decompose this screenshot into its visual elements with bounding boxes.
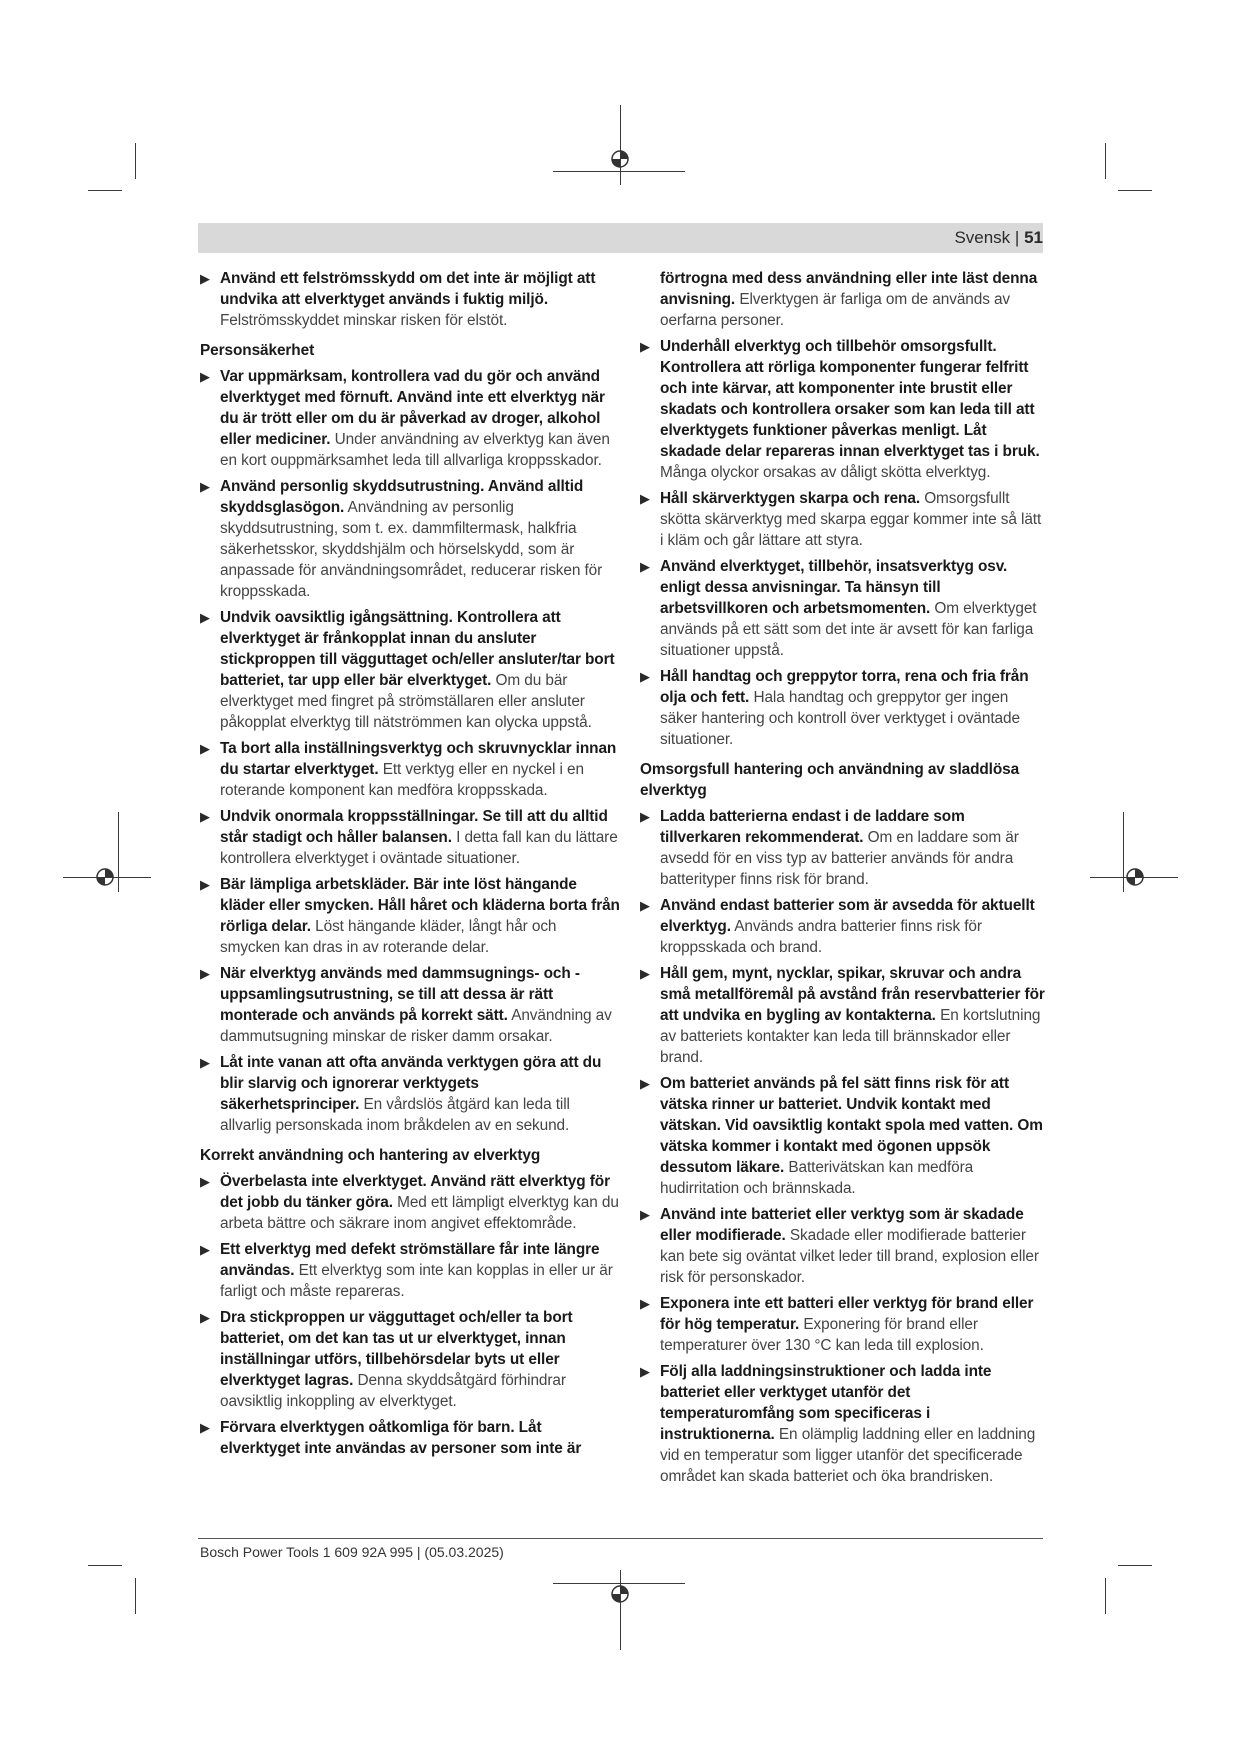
item-normal-text: Om en laddare som är avsedd för en viss typ av batterier används för andra batterityper finns risk för brand. <box>660 829 1019 888</box>
list-item: ▶ Använd ett felströmsskydd om det inte är möjligt att undvika att elverktyget används i fuktig miljö. Felströmsskyddet minskar risken för elstöt. <box>200 270 596 329</box>
item-normal-text: Omsorgsfullt skötta skärverktyg med skarpa eggar kommer inte så lätt i kläm och går lättare att styra. <box>660 490 1042 549</box>
continued-text: förtrogna med dess användning eller inte läst denna anvisning. Elverktygen är farliga om de används av oerfarna personer. <box>660 270 1038 329</box>
item-bold-text: Använd inte batteriet eller verktyg som är skadade eller modifierade. <box>660 1206 1024 1244</box>
bullet-triangle-icon: ▶ <box>200 369 210 384</box>
item-normal-text: Denna skyddsåtgärd förhindrar oavsiktlig inkoppling av elverktyget. <box>220 1372 566 1410</box>
bullet-triangle-icon: ▶ <box>200 1174 210 1189</box>
crop-mark <box>88 190 122 191</box>
list-item <box>640 1293 1045 1356</box>
bullet-triangle-icon: ▶ <box>640 1207 650 1222</box>
list-item <box>640 963 1045 1068</box>
list-item <box>200 1307 620 1412</box>
item-bold-text: Håll handtag och greppytor torra, rena och fria från olja och fett. <box>660 668 1029 706</box>
personal-safety-list <box>200 366 620 1136</box>
bullet-triangle-icon: ▶ <box>200 966 210 981</box>
item-normal-text: Många olyckor orsakas av dåligt skötta elverktyg. <box>660 464 991 481</box>
bullet-triangle-icon: ▶ <box>640 491 650 506</box>
left-column <box>200 268 620 1464</box>
item-bold-text: Om batteriet används på fel sätt finns risk för att vätska rinner ur batteriet. Undvik kontakt med vätskan. Vid oavsiktlig kontakt spola med vatten. Om vätska kommer i kontakt med ögonen uppsök dessutom läkare. <box>660 1075 1043 1176</box>
item-bold-text: Var uppmärksam, kontrollera vad du gör och använd elverktyget med förnuft. Använd inte ett elverktyg när du är trött eller om du är påverkad av droger, alkohol eller mediciner. <box>220 368 605 448</box>
header-separator: | <box>1014 228 1020 247</box>
crop-mark <box>135 143 136 179</box>
item-bold-text: Undvik onormala kroppsställningar. Se till att du alltid står stadigt och håller balansen. <box>220 808 608 846</box>
bullet-triangle-icon: ▶ <box>640 339 650 354</box>
bullet-triangle-icon: ▶ <box>640 809 650 824</box>
item-bold-text: Håll gem, mynt, nycklar, spikar, skruvar och andra små metallföremål på avstånd från reservbatterier för att undvika en bygling av kontakterna. <box>660 965 1045 1024</box>
item-bold-text: Överbelasta inte elverktyget. Använd rätt elverktyg för det jobb du tänker göra. <box>220 1173 610 1211</box>
correct-use-list <box>200 1171 620 1459</box>
item-normal-text: Löst hängande kläder, långt hår och smycken kan dras in av roterande delar. <box>220 918 557 956</box>
section-heading: Personsäkerhet <box>200 342 315 359</box>
item-normal-text: Om elverktyget används på ett sätt som det inte är avsett för kan farliga situationer uppstå. <box>660 600 1037 659</box>
bullet-triangle-icon: ▶ <box>200 877 210 892</box>
list-item <box>200 806 620 869</box>
crop-mark <box>1105 143 1106 179</box>
item-normal-text: En kortslutning av batteriets kontakter kan leda till brännskador eller brand. <box>660 1007 1041 1066</box>
page-header <box>954 228 1043 248</box>
item-bold-text: Underhåll elverktyg och tillbehör omsorgsfullt. Kontrollera att rörliga komponenter fungerar felfritt och inte kärvar, att komponenter inte brustit eller skadats och kontrollera orsaker som kan leda till att elverktygets funktioner påverkas menligt. Låt skadade delar repareras innan elverktyget tas i bruk. <box>660 338 1040 460</box>
registration-target-icon <box>609 148 631 170</box>
item-normal-text: En olämplig laddning eller en laddning vid en temperatur som ligger utanför det specificerade området kan skada batteriet och öka brandrisken. <box>660 1426 1036 1485</box>
list-item <box>640 336 1045 483</box>
item-bold-text: Ett elverktyg med defekt strömställare får inte längre användas. <box>220 1241 600 1279</box>
item-bold-text: Förvara elverktygen oåtkomliga för barn. Låt elverktyget inte användas av personer som inte är <box>220 1419 582 1457</box>
list-item <box>640 488 1045 551</box>
item-bold-text: Bär lämpliga arbetskläder. Bär inte löst hängande kläder eller smycken. Håll håret och kläderna borta från rörliga delar. <box>220 876 620 935</box>
bullet-triangle-icon: ▶ <box>200 741 210 756</box>
bullet-triangle-icon: ▶ <box>640 1076 650 1091</box>
item-bold-text: Exponera inte ett batteri eller verktyg för brand eller för hög temperatur. <box>660 1295 1034 1333</box>
bullet-triangle-icon: ▶ <box>200 809 210 824</box>
crop-mark <box>88 1565 122 1566</box>
list-item <box>640 1361 1045 1487</box>
crop-mark <box>135 1578 136 1614</box>
section-heading: Korrekt användning och hantering av elverktyg <box>200 1147 541 1164</box>
list-item <box>200 607 620 733</box>
registration-target-icon <box>609 1583 631 1605</box>
bullet-triangle-icon: ▶ <box>640 1296 650 1311</box>
footer-rule <box>198 1538 1043 1539</box>
item-bold-text: Använd elverktyget, tillbehör, insatsverktyg osv. enligt dessa anvisningar. Ta hänsyn till arbetsvillkoren och arbetsmomenten. <box>660 558 1008 617</box>
list-item <box>640 556 1045 661</box>
list-item <box>200 874 620 958</box>
list-item <box>200 1417 620 1459</box>
registration-line <box>620 105 621 185</box>
battery-safety-list <box>640 806 1045 1487</box>
list-item <box>640 666 1045 750</box>
bullet-triangle-icon: ▶ <box>200 610 210 625</box>
item-bold-text: Undvik oavsiktlig igångsättning. Kontrollera att elverktyget är frånkopplat innan du ansluter stickproppen till vägguttaget och/eller ansluter/tar bort batteriet, tar upp eller bär elverktyget. <box>220 609 615 689</box>
header-band <box>198 223 1043 253</box>
bullet-triangle-icon: ▶ <box>640 966 650 981</box>
item-normal-text: I detta fall kan du lättare kontrollera elverktyget i oväntade situationer. <box>220 829 618 867</box>
list-item <box>200 1239 620 1302</box>
item-bold-text: Dra stickproppen ur vägguttaget och/eller ta bort batteriet, om det kan tas ut ur elverktyget, innan inställningar utförs, tillbehörsdelar byts ut eller elverktyget lagras. <box>220 1309 573 1389</box>
list-item <box>200 1171 620 1234</box>
item-bold-text: Följ alla laddningsinstruktioner och ladda inte batteriet eller verktyget utanför det temperaturomfång som specificeras i instruktionerna. <box>660 1363 992 1443</box>
bullet-triangle-icon: ▶ <box>200 271 210 286</box>
bullet-triangle-icon: ▶ <box>200 1420 210 1435</box>
section-heading: Omsorgsfull hantering och användning av sladdlösa elverktyg <box>640 761 1020 799</box>
item-normal-text: Om du bär elverktyget med fingret på strömställaren eller ansluter påkopplat elverktyg till nätströmmen kan olycka uppstå. <box>220 672 592 731</box>
list-item <box>200 1052 620 1136</box>
crop-mark <box>1105 1578 1106 1614</box>
item-normal-text: Med ett lämpligt elverktyg kan du arbeta bättre och säkrare inom angivet effektområde. <box>220 1194 619 1232</box>
item-normal-text: Batterivätskan kan medföra hudirritation och brännskada. <box>660 1159 974 1197</box>
item-normal-text: Hala handtag och greppytor ger ingen säker hantering och kontroll över verktyget i oväntade situationer. <box>660 689 1020 748</box>
list-item <box>200 738 620 801</box>
list-item <box>640 895 1045 958</box>
item-normal-text: Exponering för brand eller temperaturer över 130 °C kan leda till explosion. <box>660 1316 984 1354</box>
item-normal-text: Används andra batterier finns risk för kroppsskada och brand. <box>660 918 982 956</box>
list-item <box>200 963 620 1047</box>
item-normal-text: Ett elverktyg som inte kan kopplas in eller ur är farligt och måste repareras. <box>220 1262 613 1300</box>
page-number: 51 <box>1024 228 1043 247</box>
right-column <box>640 268 1045 1492</box>
item-bold-text: Håll skärverktygen skarpa och rena. <box>660 490 920 507</box>
registration-target-icon <box>94 866 116 888</box>
item-bold-text: Ladda batterierna endast i de laddare som tillverkaren rekommenderat. <box>660 808 965 846</box>
item-bold-text: Ta bort alla inställningsverktyg och skruvnycklar innan du startar elverktyget. <box>220 740 617 778</box>
list-item <box>640 1204 1045 1288</box>
bullet-triangle-icon: ▶ <box>640 559 650 574</box>
item-bold-text: Använd personlig skyddsutrustning. Använd alltid skyddsglasögon. <box>220 478 584 516</box>
item-bold-text: När elverktyg används med dammsugnings- och -uppsamlingsutrustning, se till att dessa är rätt monterade och används på korrekt sätt. <box>220 965 580 1024</box>
registration-target-icon <box>1124 866 1146 888</box>
item-normal-text: Användning av dammutsugning minskar de risker damm orsakar. <box>220 1007 612 1045</box>
list-item <box>640 806 1045 890</box>
registration-line <box>553 171 685 172</box>
bullet-triangle-icon: ▶ <box>200 1055 210 1070</box>
crop-mark <box>1118 190 1152 191</box>
maintenance-list <box>640 336 1045 750</box>
list-item <box>200 366 620 471</box>
item-normal-text: En vårdslös åtgärd kan leda till allvarlig personskada inom bråkdelen av en sekund. <box>220 1096 570 1134</box>
item-normal-text: Användning av personlig skyddsutrustning, som t. ex. dammfiltermask, halkfria säkerhetsskor, skyddshjälm och hörselskydd, som är anpassade för användningsområdet, reducerar risken för kroppsskada. <box>220 499 603 600</box>
item-bold-text: Använd endast batterier som är avsedda för aktuellt elverktyg. <box>660 897 1035 935</box>
item-normal-text: Ett verktyg eller en nyckel i en roterande komponent kan medföra kroppsskada. <box>220 761 584 799</box>
registration-line <box>620 1570 621 1650</box>
item-normal-text: Skadade eller modifierade batterier kan bete sig oväntat vilket leder till brand, explosion eller risk för personskador. <box>660 1227 1039 1286</box>
item-bold-text: Låt inte vanan att ofta använda verktygen göra att du blir slarvig och ignorerar verktygets säkerhetsprinciper. <box>220 1054 602 1113</box>
bullet-triangle-icon: ▶ <box>200 479 210 494</box>
bullet-triangle-icon: ▶ <box>640 1364 650 1379</box>
section-title: Svensk <box>954 228 1011 247</box>
list-item <box>200 476 620 602</box>
bullet-triangle-icon: ▶ <box>640 669 650 684</box>
bullet-triangle-icon: ▶ <box>200 1310 210 1325</box>
list-item <box>640 1073 1045 1199</box>
item-normal-text: Under användning av elverktyg kan även en kort ouppmärksamhet leda till allvarliga kroppsskador. <box>220 431 610 469</box>
registration-line <box>118 812 119 892</box>
bullet-triangle-icon: ▶ <box>200 1242 210 1257</box>
footer-text: Bosch Power Tools 1 609 92A 995 | (05.03.2025) <box>200 1544 504 1560</box>
crop-mark <box>1118 1565 1152 1566</box>
bullet-triangle-icon: ▶ <box>640 898 650 913</box>
